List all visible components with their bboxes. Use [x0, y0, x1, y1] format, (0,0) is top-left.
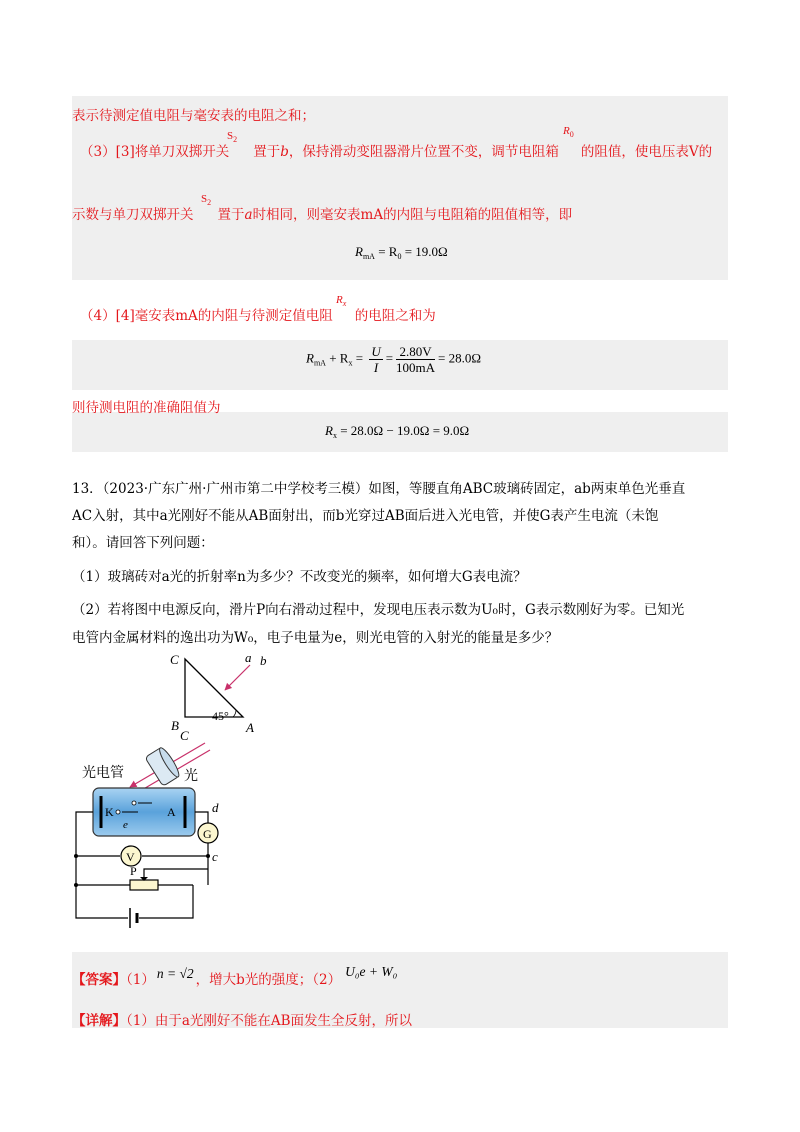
- formula-rma: [355, 244, 448, 261]
- prism-angle-label: 45°: [212, 709, 229, 723]
- text: （2）若将图中电源反向，滑片P向右滑动过程中，发现电压表示数为U₀时，G表示数刚好为零。已知光: [72, 602, 685, 618]
- electron-label: e: [123, 819, 128, 831]
- text: AC入射，其中a光刚好不能从AB面射出，而b光穿过AB面后进入光电管，并使G表产生电流（未饱: [72, 508, 659, 524]
- ray-b-label: b: [260, 653, 267, 668]
- rheostat: [130, 880, 158, 890]
- node-d-label: d: [212, 800, 219, 815]
- junction-left-bottom: [74, 883, 78, 887]
- galvanometer-label: G: [203, 827, 212, 841]
- answer-tag: 【答案】: [72, 972, 126, 988]
- tube-window: [145, 746, 182, 786]
- question-sub-1: [72, 565, 527, 585]
- text: 的电阻之和为: [354, 308, 436, 324]
- question-line-1: [72, 477, 685, 497]
- junction-left-top: [74, 854, 78, 858]
- text: ，增大b光的强度；（2）: [195, 972, 342, 988]
- text: 表示待测定值电阻与毫安表的电阻之和；: [72, 108, 315, 124]
- text: 0: [397, 252, 402, 261]
- physics-figure: [60, 640, 300, 940]
- text: R: [306, 350, 314, 366]
- text: x: [342, 299, 347, 308]
- text: R: [325, 423, 333, 438]
- text: 的阻值，使电压表V的: [580, 144, 713, 160]
- electron-dot-2: [132, 801, 136, 805]
- answer-formula-1: n = √2: [156, 966, 194, 981]
- prism-b-label: B: [171, 718, 179, 733]
- wire-right: [195, 812, 208, 823]
- text: R: [563, 125, 570, 137]
- text: 置于: [217, 207, 245, 223]
- solution-line-1: [72, 104, 315, 124]
- text: ，保持滑动变阻器滑片位置不变，调节电阻箱: [288, 144, 559, 160]
- answer-formula-2: U₀e + W₀: [345, 964, 398, 979]
- text: mA: [362, 252, 375, 261]
- text: + R: [325, 350, 349, 366]
- text: R: [336, 294, 343, 306]
- slider-label: P: [130, 864, 137, 878]
- text: =: [352, 350, 367, 366]
- formula-rx: [325, 423, 469, 440]
- text: 0: [569, 130, 574, 139]
- solution-line-5: [72, 396, 221, 416]
- junction-right-top: [206, 854, 210, 858]
- text: 2: [233, 135, 238, 144]
- text: x: [332, 431, 337, 440]
- question-line-2: [72, 504, 658, 524]
- text: （3）[3]将单刀双掷开关: [80, 144, 230, 160]
- cathode-label: K: [105, 805, 114, 819]
- explanation-tag: 【详解】: [72, 1013, 126, 1029]
- question-sub-2-line1: [72, 598, 684, 618]
- text: 2: [207, 198, 212, 207]
- text: I: [373, 360, 379, 375]
- prism-a-label: A: [246, 720, 254, 735]
- text: 时相同，则毫安表mA的内阻与电阻箱的阻值相等，即: [252, 207, 573, 223]
- light-label: 光: [184, 769, 198, 784]
- voltmeter-label: V: [126, 850, 135, 864]
- text: S: [227, 130, 234, 142]
- ray-a: [225, 665, 250, 690]
- text: mA: [313, 358, 326, 368]
- text: （1）由于a光刚好不能在AB面发生全反射，所以: [126, 1013, 413, 1029]
- solution-line-4: [80, 304, 436, 324]
- fraction-ui: [369, 344, 382, 375]
- text: 电管内金属材料的逸出功为W₀，电子电量为e，则光电管的入射光的能量是多少？: [72, 630, 559, 646]
- formula-sum: $R_{mA} + R_x$ = $\frac{U}{I}$ = $\frac{2.80V}{100mA}$ = 28.0Ω: [306, 344, 482, 375]
- text: （4）[4]毫安表mA的内阻与待测定值电阻: [80, 308, 333, 324]
- anode-label: A: [167, 805, 176, 819]
- text: S: [201, 193, 208, 205]
- solution-line-3: [72, 203, 572, 223]
- text: = 19.0Ω: [401, 244, 448, 259]
- text: 和）。请回答下列问题：: [72, 535, 214, 551]
- solution-line-2: [80, 140, 712, 160]
- ray-a-label: a: [245, 650, 252, 665]
- wire-slider: [144, 869, 208, 877]
- answer-line: [72, 964, 398, 988]
- lower-c-label: C: [180, 728, 189, 743]
- prism-c-label: C: [170, 652, 179, 667]
- text: U: [371, 344, 381, 359]
- text: 13．（2023·广东广州·广州市第二中学校考三模）如图，等腰直角ABC玻璃砖固定，ab两束单色光垂直: [72, 481, 686, 497]
- resistor-box-label: [563, 125, 574, 139]
- text: = R: [374, 244, 398, 259]
- text: a: [244, 207, 253, 223]
- text: （1）: [126, 972, 155, 988]
- electron-dot: [116, 810, 120, 814]
- tube-label: 光电管: [82, 766, 124, 781]
- text: R: [355, 244, 363, 259]
- text: 置于: [253, 144, 281, 160]
- text: （1）玻璃砖对a光的折射率n为多少？不改变光的频率，如何增大G表电流？: [72, 569, 527, 585]
- fraction-values: [396, 344, 435, 375]
- explanation-line: [72, 1009, 412, 1029]
- node-c-label: c: [212, 849, 218, 864]
- text: b: [280, 144, 289, 160]
- question-line-3: [72, 531, 214, 551]
- text: 示数与单刀双掷开关: [72, 207, 194, 223]
- text: 2.80V: [396, 344, 435, 360]
- text: = 28.0Ω: [438, 350, 482, 366]
- text: x: [348, 358, 353, 368]
- text: 100mA: [396, 360, 436, 375]
- text: = 28.0Ω − 19.0Ω = 9.0Ω: [336, 423, 470, 438]
- text: 则待测电阻的准确阻值为: [72, 400, 221, 416]
